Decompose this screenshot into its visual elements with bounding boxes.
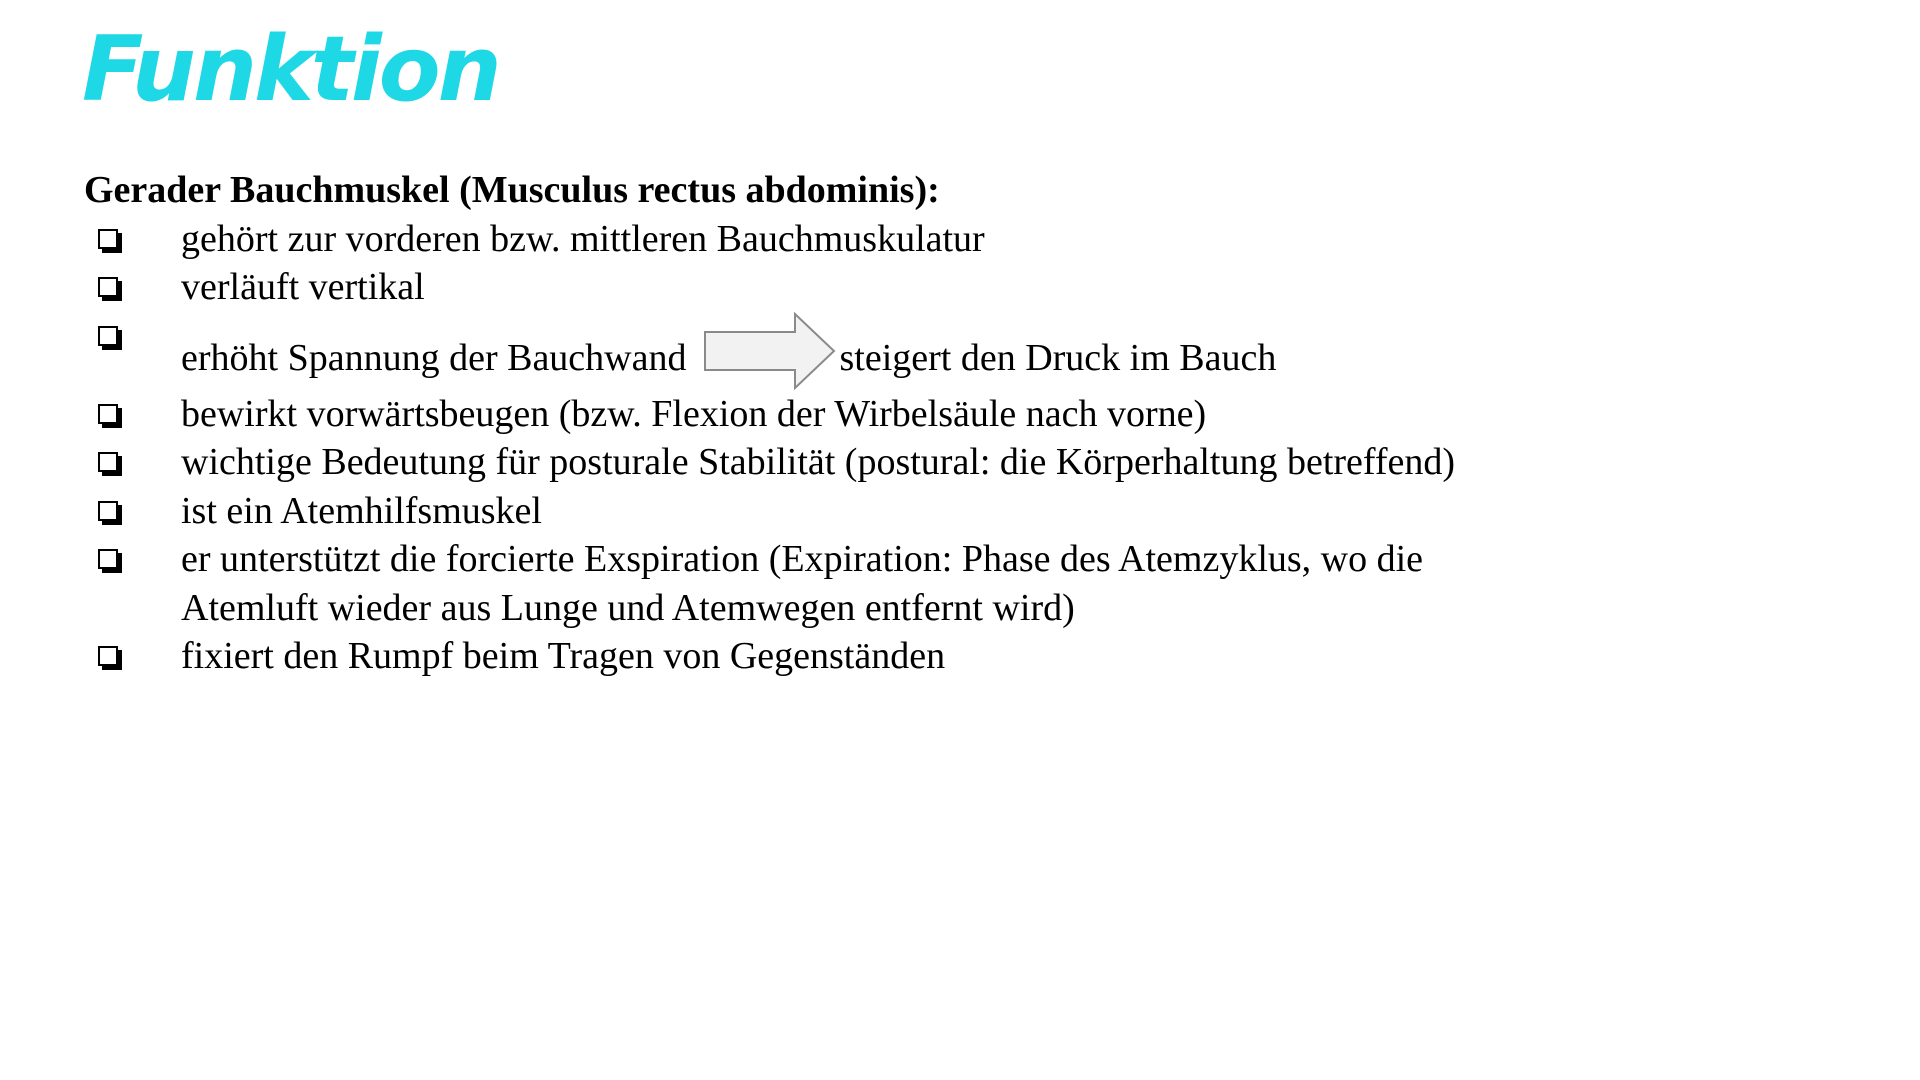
bullet-list	[84, 215, 1464, 681]
list-item	[84, 487, 1464, 536]
list-item-text: gehört zur vorderen bzw. mittleren Bauchmuskulatur	[181, 217, 985, 260]
section-heading: Gerader Bauchmuskel (Musculus rectus abdominis):	[84, 169, 940, 211]
list-item-text: verläuft vertikal	[181, 266, 425, 308]
content-block	[84, 166, 1464, 681]
checkbox-icon	[98, 404, 118, 424]
list-item	[84, 263, 1464, 312]
list-item	[84, 535, 1464, 632]
list-item	[84, 438, 1464, 487]
list-item-text: bewirkt vorwärtsbeugen (bzw. Flexion der Wirbelsäule nach vorne)	[181, 392, 1207, 435]
checkbox-icon	[98, 229, 118, 249]
checkbox-icon	[98, 277, 118, 297]
checkbox-icon	[98, 549, 118, 569]
list-item	[84, 312, 1464, 390]
list-item-text: wichtige Bedeutung für posturale Stabilität (postural: die Körperhaltung betreffend)	[181, 441, 1456, 483]
page-title: Funktion	[82, 17, 499, 122]
right-arrow-icon	[703, 312, 836, 390]
list-item-text: fixiert den Rumpf beim Tragen von Gegenständen	[181, 635, 946, 677]
list-item-text: erhöht Spannung der Bauchwand	[181, 336, 687, 379]
list-item	[84, 390, 1464, 439]
checkbox-icon	[98, 326, 118, 346]
list-item-text: ist ein Atemhilfsmuskel	[181, 489, 542, 532]
list-item-text: er unterstützt die forcierte Exspiration (Expiration: Phase des Atemzyklus, wo die Atemluft wieder aus Lunge und Atemwegen entfernt wird)	[181, 538, 1424, 629]
checkbox-icon	[98, 452, 118, 472]
list-item	[84, 215, 1464, 264]
checkbox-icon	[98, 501, 118, 521]
arrow-result-text: steigert den Druck im Bauch	[839, 336, 1277, 379]
list-item	[84, 632, 1464, 681]
checkbox-icon	[98, 646, 118, 666]
